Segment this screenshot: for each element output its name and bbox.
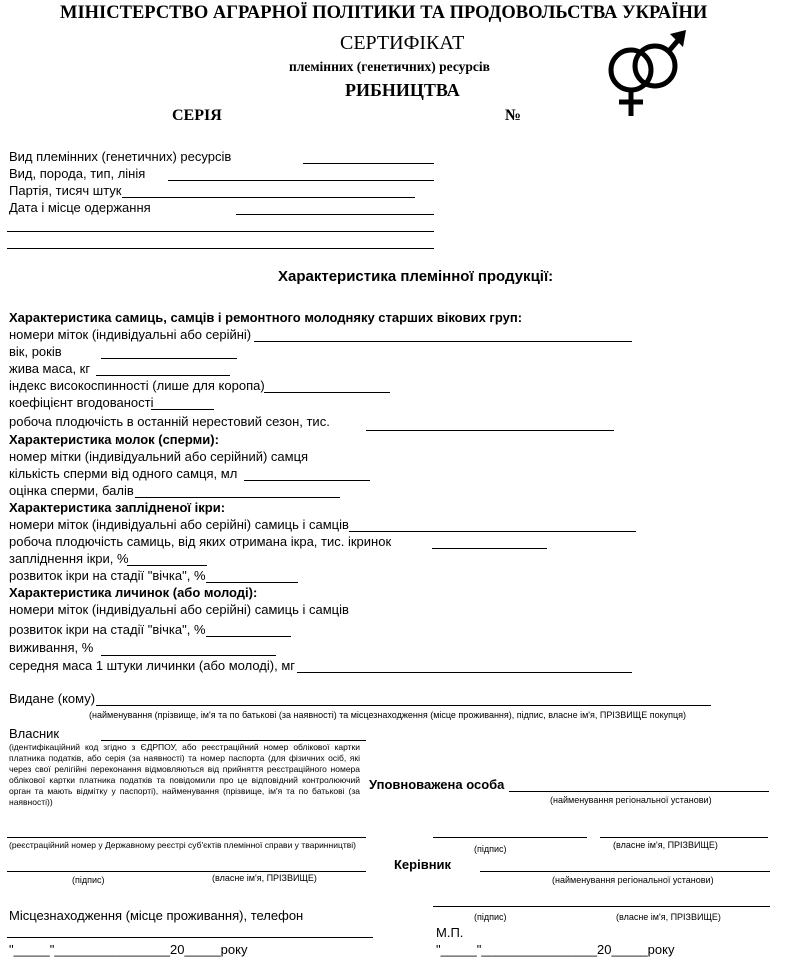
date-place-extra-line-1[interactable] [7, 231, 434, 232]
milt-section-title: Характеристика молок (сперми): [9, 432, 219, 447]
authorized-name-field[interactable] [600, 837, 768, 838]
breed-label: Вид, порода, тип, лінія [9, 166, 146, 181]
head-name-note: (власне ім'я, ПРІЗВИЩЕ) [616, 912, 721, 922]
batch-field[interactable] [122, 197, 415, 198]
fertilization-label: запліднення ікри, % [9, 551, 129, 566]
roe-tags-label: номери міток (індивідуальні або серійні) самиць і самців [9, 517, 349, 532]
authorized-label: Уповноважена особа [369, 777, 505, 792]
roe-development-field[interactable] [206, 582, 298, 583]
batch-label: Партія, тисяч штук [9, 183, 122, 198]
milt-amount-field[interactable] [244, 480, 370, 481]
ministry-title: МІНІСТЕРСТВО АГРАРНОЇ ПОЛІТИКИ ТА ПРОДОВОЛЬСТВА УКРАЇНИ [60, 3, 708, 23]
location-field[interactable] [7, 937, 373, 938]
authorized-field[interactable] [509, 791, 769, 792]
series-label: СЕРІЯ [172, 107, 222, 124]
stamp-label: М.П. [436, 925, 464, 940]
weight-field[interactable] [96, 375, 230, 376]
roe-fertility-field[interactable] [432, 548, 547, 549]
owner-label: Власник [9, 726, 60, 741]
head-signature-note: (підпис) [474, 912, 507, 922]
roe-fertility-label: робоча плодючість самиць, від яких отримана ікра, тис. ікринок [9, 534, 392, 549]
male-female-symbol-icon [600, 26, 695, 121]
date-place-field[interactable] [236, 214, 434, 215]
age-field[interactable] [101, 358, 237, 359]
females-tags-label: номери міток (індивідуальні або серійні) [9, 327, 252, 342]
roe-development-label: розвиток ікри на стадії "вічка", % [9, 568, 206, 583]
resource-type-field[interactable] [303, 163, 434, 164]
branch-title: РИБНИЦТВА [345, 80, 460, 100]
number-label: № [505, 107, 522, 124]
date-place-label: Дата і місце одержання [9, 200, 151, 215]
owner-field[interactable] [101, 740, 366, 741]
location-label: Місцезнаходження (місце проживання), телефон [9, 908, 304, 923]
registry-note: (реєстраційний номер у Державному реєстрі суб'єктів племінної справи у тваринництві) [9, 840, 356, 850]
head-field[interactable] [480, 871, 770, 872]
survival-field[interactable] [101, 655, 276, 656]
females-section-title: Характеристика самиць, самців і ремонтного молодняку старших вікових груп: [9, 310, 523, 325]
issued-note: (найменування (прізвище, ім'я та по батькові (за наявності) та місцезнаходження (місце проживання), підпис, власне ім'я, ПРІЗВИЩЕ покупця) [89, 710, 687, 720]
head-signature-field[interactable] [433, 906, 770, 907]
larvae-section-title: Характеристика личинок (або молоді): [9, 585, 258, 600]
fatness-field[interactable] [151, 409, 214, 410]
head-note: (найменування регіональної установи) [552, 875, 714, 885]
issued-field[interactable] [96, 705, 711, 706]
head-label: Керівник [394, 857, 452, 872]
female-fertility-label: робоча плодючість в останній нерестовий сезон, тис. [9, 414, 330, 429]
owner-date: "_____"________________20_____року [9, 942, 248, 957]
issued-label: Видане (кому) [9, 691, 96, 706]
breed-field[interactable] [168, 180, 434, 181]
authorized-name-note: (власне ім'я, ПРІЗВИЩЕ) [613, 840, 718, 850]
roe-tags-field[interactable] [349, 531, 636, 532]
weight-label: жива маса, кг [9, 361, 91, 376]
roe-section-title: Характеристика заплідненої ікри: [9, 500, 226, 515]
authorized-signature-field[interactable] [433, 837, 587, 838]
milt-tag-label: номер мітки (індивідуальний або серійний) самця [9, 449, 309, 464]
authorized-note: (найменування регіональної установи) [550, 795, 712, 805]
fertilization-field[interactable] [127, 565, 207, 566]
female-fertility-field[interactable] [366, 430, 614, 431]
larvae-tags-label: номери міток (індивідуальні або серійні) самиць і самців [9, 602, 349, 617]
fatness-label: коефіцієнт вгодованості [9, 395, 154, 410]
milt-amount-label: кількість сперми від одного самця, мл [9, 466, 238, 481]
females-tags-field[interactable] [254, 341, 632, 342]
larvae-development-label: розвиток ікри на стадії "вічка", % [9, 622, 206, 637]
owner-signature-note: (підпис) [72, 875, 105, 885]
authorized-signature-note: (підпис) [474, 844, 507, 854]
resource-type-label: Вид племінних (генетичних) ресурсів [9, 149, 232, 164]
milt-score-field[interactable] [135, 497, 340, 498]
larvae-mass-field[interactable] [297, 672, 632, 673]
certificate-title: СЕРТИФІКАТ [340, 32, 465, 54]
registry-field[interactable] [7, 837, 366, 838]
larvae-mass-label: середня маса 1 штуки личинки (або молоді), мг [9, 658, 295, 673]
index-label: індекс високоспинності (лише для коропа) [9, 378, 265, 393]
section-title: Характеристика племінної продукції: [278, 268, 554, 285]
survival-label: виживання, % [9, 640, 94, 655]
milt-score-label: оцінка сперми, балів [9, 483, 134, 498]
owner-signature-field[interactable] [7, 871, 366, 872]
owner-name-note: (власне ім'я, ПРІЗВИЩЕ) [212, 873, 317, 883]
head-date: "_____"________________20_____року [436, 942, 675, 957]
larvae-development-field[interactable] [206, 636, 291, 637]
index-field[interactable] [264, 392, 390, 393]
owner-note: (ідентифікаційний код згідно з ЄДРПОУ, або реєстраційний номер облікової картки платника податків, або серія (за наявності) та номер паспорта (для фізичних осіб, які через свої релігійні переконання відмовляються від прийняття реєстраційного номера облікової картки платника податків та повідомили про це відповідний контролюючий орган та мають відмітку у паспорті), найменування (прізвище, ім'я та по батькові (за наявності)) [9, 742, 360, 807]
age-label: вік, років [9, 344, 62, 359]
date-place-extra-line-2[interactable] [7, 248, 434, 249]
certificate-subtitle: племінних (генетичних) ресурсів [289, 59, 490, 74]
